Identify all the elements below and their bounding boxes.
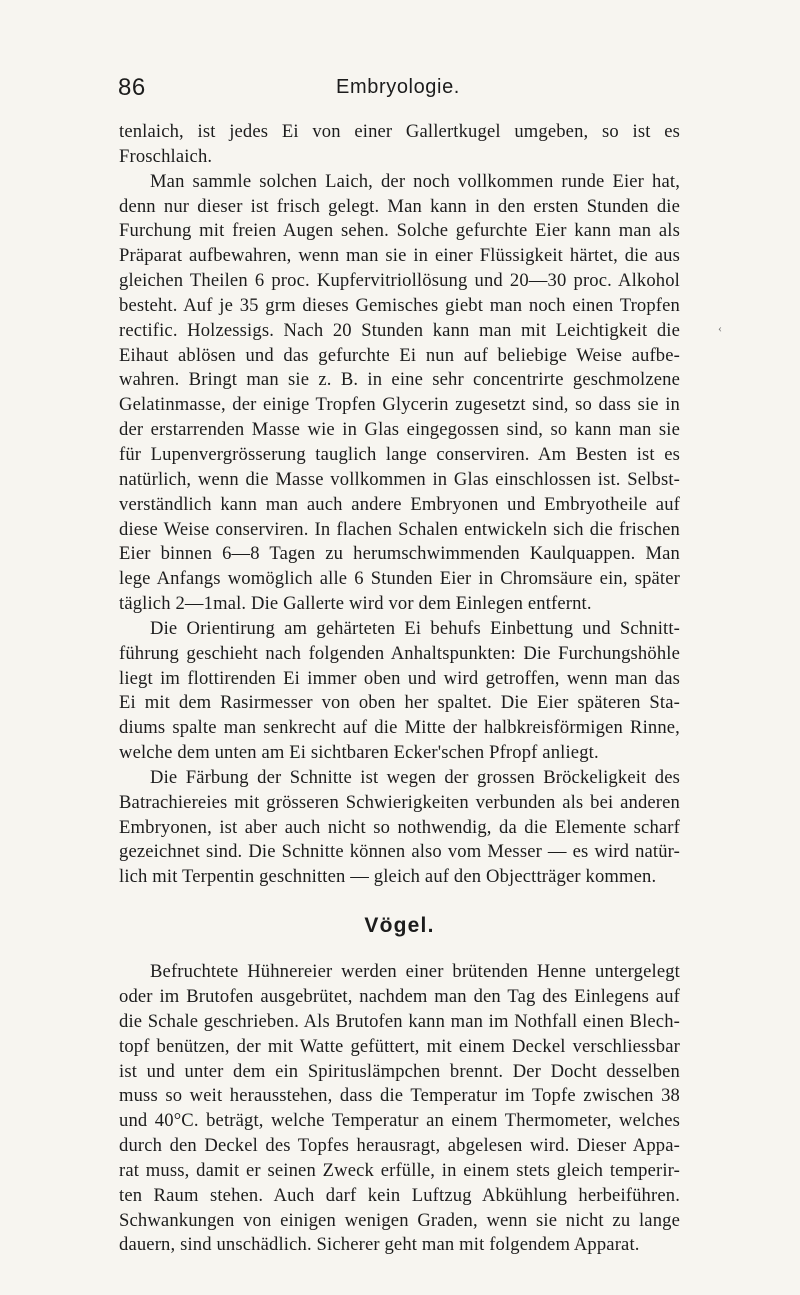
text-line: Man sammle solchen Laich, der noch vollkommen runde Eier hat, [150, 170, 680, 192]
text-line: durch den Deckel des Topfes herausragt, abgelesen wird. Dieser Appa- [119, 1135, 680, 1157]
text-line: Schwankungen von einigen wenigen Graden, wenn sie nicht zu lange [119, 1209, 680, 1231]
text-line: rectific. Holzessigs. Nach 20 Stunden kann man mit Leichtigkeit die [119, 319, 680, 341]
text-line: Ei mit dem Rasirmesser von oben her spaltet. Die Eier späteren Sta- [119, 692, 680, 714]
text-line: oder im Brutofen ausgebrütet, nachdem man den Tag des Einlegens auf [119, 986, 680, 1007]
section-heading: Vögel. [364, 914, 435, 938]
text-line: denn nur dieser ist frisch gelegt. Man kann in den ersten Stunden die [119, 195, 680, 217]
text-line: wahren. Bringt man sie z. B. in eine sehr concentrirte geschmolzene [119, 369, 680, 391]
text-line: Embryonen, ist aber auch nicht so nothwendig, da die Elemente scharf [119, 816, 680, 838]
paragraph [119, 120, 680, 170]
text-line: täglich 2—1mal. Die Gallerte wird vor dem Einlegen entfernt. [119, 593, 592, 615]
paragraph [119, 617, 680, 766]
page-number: 86 [118, 74, 146, 101]
text-line: Befruchtete Hühnereier werden einer brütenden Henne untergelegt [150, 961, 680, 983]
page-header [118, 74, 678, 114]
text-line: welche dem unten am Ei sichtbaren Ecker'schen Pfropf anliegt. [119, 742, 599, 764]
text-line: diese Weise conserviren. In flachen Schalen entwickeln sich die frischen [119, 518, 680, 540]
birds-paragraphs [119, 960, 680, 1258]
text-line: lege Anfangs womöglich alle 6 Stunden Eier in Chromsäure ein, später [119, 568, 680, 590]
text-line: lich mit Terpentin geschnitten — gleich auf den Objectträger kommen. [119, 866, 657, 888]
text-line: führung geschieht nach folgenden Anhaltspunkten: Die Furchungshöhle [119, 642, 680, 664]
text-line: gleichen Theilen 6 proc. Kupfervitriollösung und 20—30 proc. Alkohol [119, 270, 680, 292]
text-line: liegt im flottirenden Ei immer oben und wird getroffen, wenn man das [119, 667, 680, 689]
text-line: diums spalte man senkrecht auf die Mitte der halbkreisförmigen Rinne, [119, 717, 680, 739]
text-line: Eihaut ablösen und das gefurchte Ei nun auf beliebige Weise aufbe- [119, 344, 680, 366]
text-line: für Lupenvergrösserung tauglich lange conserviren. Am Besten ist es [119, 443, 680, 465]
text-line: Die Orientirung am gehärteten Ei behufs Einbettung und Schnitt- [150, 617, 680, 639]
text-line: ist und unter dem ein Spirituslämpchen brennt. Der Docht desselben [119, 1060, 680, 1082]
text-line: verständlich kann man auch andere Embryonen und Embryotheile auf [119, 493, 680, 515]
text-line: Die Färbung der Schnitte ist wegen der grossen Bröckeligkeit des [150, 766, 680, 788]
text-line: gezeichnet sind. Die Schnitte können also vom Messer — es wird natür- [119, 841, 680, 863]
text-line: und 40°C. beträgt, welche Temperatur an einem Thermometer, welches [119, 1110, 680, 1132]
text-line: tenlaich, ist jedes Ei von einer Gallertkugel umgeben, so ist es [119, 121, 680, 142]
text-line: Eier binnen 6—8 Tagen zu herumschwimmenden Kaulquappen. Man [119, 543, 680, 565]
margin-mark: ‹ [718, 321, 722, 335]
text-line: Furchung mit freien Augen sehen. Solche gefurchte Eier kann man als [119, 220, 680, 242]
text-line: muss so weit herausstehen, dass die Temperatur im Topfe zwischen 38 [119, 1085, 680, 1107]
running-title: Embryologie. [336, 76, 460, 98]
text-line: Präparat aufbewahren, wenn man sie in einer Flüssigkeit härtet, die aus [119, 245, 680, 267]
paragraph [119, 170, 680, 617]
text-line: natürlich, wenn die Masse vollkommen in Glas einschlossen ist. Selbst- [119, 468, 680, 490]
text-line: der erstarrenden Masse wie in Glas eingegossen sind, so kann man sie [119, 419, 680, 441]
text-line: ten Raum stehen. Auch darf kein Luftzug Abkühlung herbeiführen. [119, 1184, 680, 1206]
text-line: besteht. Auf je 35 grm dieses Gemisches giebt man noch einen Tropfen [119, 294, 680, 316]
paragraph [119, 960, 680, 1258]
text-line: dauern, sind unschädlich. Sicherer geht man mit folgendem Apparat. [119, 1234, 640, 1256]
text-line: topf benützen, der mit Watte gefüttert, mit einem Deckel verschliessbar [119, 1035, 680, 1057]
paragraph [119, 766, 680, 890]
text-line: rat muss, damit er seinen Zweck erfülle, in einem stets gleich temperir- [119, 1159, 680, 1181]
body-text [119, 120, 680, 1258]
text-line: die Schale geschrieben. Als Brutofen kann man im Nothfall einen Blech- [119, 1010, 680, 1032]
text-line: Gelatinmasse, der einige Tropfen Glycerin zugesetzt sind, so dass sie in [119, 394, 680, 416]
text-line: Froschlaich. [119, 145, 213, 167]
embryology-paragraphs [119, 120, 680, 890]
text-line: Batrachiereies mit grösseren Schwierigkeiten verbunden als bei anderen [119, 791, 680, 813]
